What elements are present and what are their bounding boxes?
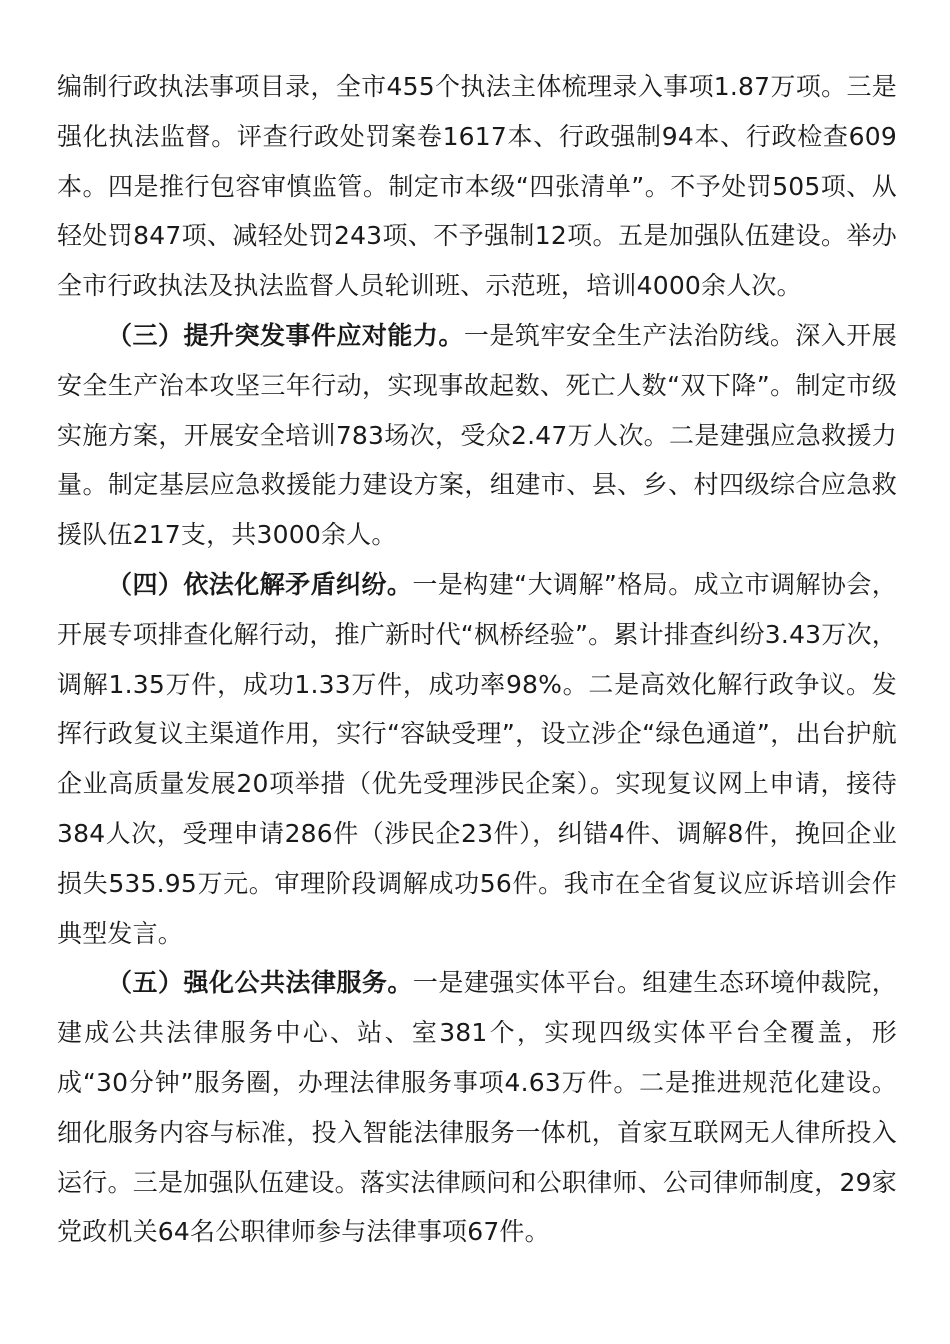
section-heading: （五）强化公共法律服务。 [107,968,413,998]
paragraph-body: 编制行政执法事项目录，全市455个执法主体梳理录入事项1.87万项。三是强化执法监督。评查行政处罚案卷1617本、行政强制94本、行政检查609本。四是推行包容审慎监管。制定市本级“四张清单”。不予处罚505项、从轻处罚847项、减轻处罚243项、不予强制12项。五是加强队伍建设。举办全市行政执法及执法监督人员轮训班、示范班，培训4000余人次。 [57,72,897,301]
paragraph-legal-services [57,958,897,1257]
document-body [57,62,897,1257]
paragraph-emergency-response [57,311,897,560]
paragraph-continuation [57,62,897,311]
paragraph-body: 一是筑牢安全生产法治防线。深入开展安全生产治本攻坚三年行动，实现事故起数、死亡人数“双下降”。制定市级实施方案，开展安全培训783场次，受众2.47万人次。二是建强应急救援力量。制定基层应急救援能力建设方案，组建市、县、乡、村四级综合应急救援队伍217支，共3000余人。 [57,320,897,550]
paragraph-body: 一是构建“大调解”格局。成立市调解协会，开展专项排查化解行动，推广新时代“枫桥经验”。累计排查纠纷3.43万次，调解1.35万件，成功1.33万件，成功率98%。二是高效化解行政争议。发挥行政复议主渠道作用，实行“容缺受理”，设立涉企“绿色通道”，出台护航企业高质量发展20项举措（优先受理涉民企案）。实现复议网上申请，接待384人次，受理申请286件（涉民企23件），纠错4件、调解8件，挽回企业损失535.95万元。审理阶段调解成功56件。我市在全省复议应诉培训会作典型发言。 [57,569,898,948]
section-heading: （三）提升突发事件应对能力。 [107,320,464,350]
paragraph-body: 一是建强实体平台。组建生态环境仲裁院，建成公共法律服务中心、站、室381个，实现四级实体平台全覆盖，形成“30分钟”服务圈，办理法律服务事项4.63万件。二是推进规范化建设。细化服务内容与标准，投入智能法律服务一体机，首家互联网无人律所投入运行。三是加强队伍建设。落实法律顾问和公职律师、公司律师制度，29家党政机关64名公职律师参与法律事项67件。 [57,968,897,1247]
paragraph-dispute-resolution [57,560,897,958]
section-heading: （四）依法化解矛盾纠纷。 [107,569,413,599]
